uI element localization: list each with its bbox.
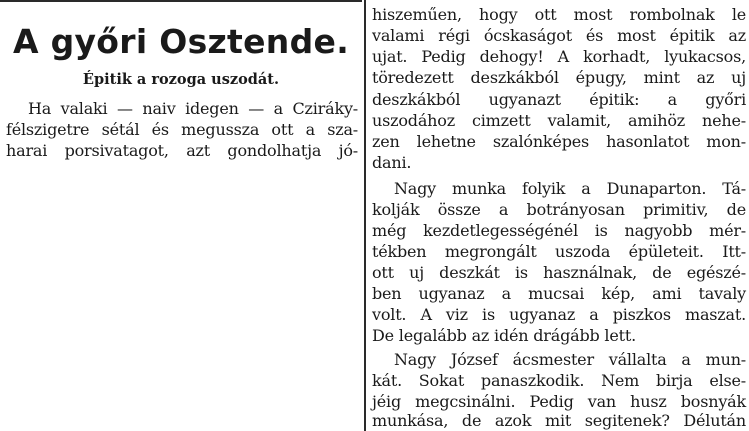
paragraph-line: Nagy József ácsmester vállalta a mun- xyxy=(394,350,746,369)
paragraph-line: harai porsivatagot, azt gondolhatja jó- xyxy=(6,141,358,160)
paragraph-line: jéig megcsinálni. Pedig van husz bosnyák xyxy=(372,392,746,411)
paragraph-line: De legalább az idén drágább lett. xyxy=(372,326,636,345)
right-column xyxy=(372,0,749,431)
paragraph-line: még kezdetlegességénél is nagyobb mér- xyxy=(372,221,746,240)
paragraph-line: munkása, de azok mit segitenek? Délután xyxy=(372,411,746,430)
paragraph-line: töredezett deszkákból épugy, mint az uj xyxy=(372,68,746,87)
paragraph-line: zen lehetne szalónképes hasonlatot mon- xyxy=(372,132,746,151)
paragraph-line: deszkákból ugyanazt épitik: a győri xyxy=(372,90,746,109)
paragraph-line: uszodához cimzett valamit, amihöz nehe- xyxy=(372,111,746,130)
left-column xyxy=(0,0,362,431)
article-headline: A győri Osztende. xyxy=(12,22,350,61)
paragraph-line: dani. xyxy=(372,153,412,172)
paragraph-line: félszigetre sétál és megussza ott a sza- xyxy=(6,120,358,139)
paragraph-line: hiszeműen, hogy ott most rombolnak le xyxy=(372,5,746,24)
paragraph-line: kolják össze a botrányosan primitiv, de xyxy=(372,200,746,219)
paragraph-line: ujat. Pedig dehogy! A korhadt, lyukacsos, xyxy=(372,47,746,66)
paragraph-line: volt. A viz is ugyanaz a piszkos maszat. xyxy=(372,305,746,324)
paragraph-line: ott uj deszkát is használnak, de egészé- xyxy=(372,263,746,282)
paragraph-line: ben ugyanaz a mucsai kép, ami tavaly xyxy=(372,284,746,303)
paragraph-line: kát. Sokat panaszkodik. Nem birja else- xyxy=(372,371,746,390)
paragraph-line: Nagy munka folyik a Dunaparton. Tá- xyxy=(394,179,746,198)
column-divider xyxy=(364,0,366,431)
paragraph-line: tékben megrongált uszoda épületeit. Itt- xyxy=(372,242,746,261)
paragraph-line: valami régi ócskaságot és most épitik az xyxy=(372,26,746,45)
article-subheadline: Épitik a rozoga uszodát. xyxy=(82,71,280,88)
paragraph-line: Ha valaki — naiv idegen — a Cziráky- xyxy=(28,99,358,118)
